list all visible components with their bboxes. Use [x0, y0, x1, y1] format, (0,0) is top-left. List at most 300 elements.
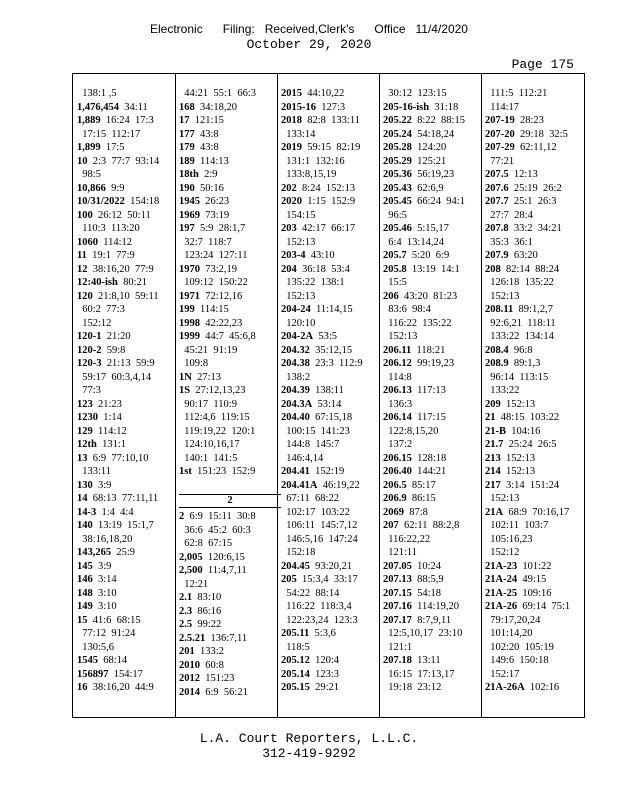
index-entry	[281, 560, 383, 574]
index-term: 208.4	[485, 344, 509, 356]
index-term: 100	[77, 209, 93, 221]
page-line-refs: 96:8	[513, 344, 533, 356]
index-term: 204.41A	[281, 479, 318, 491]
index-continuation	[77, 168, 179, 182]
index-column-3	[281, 87, 383, 695]
index-entry	[77, 546, 179, 560]
index-entry	[179, 155, 281, 169]
index-continuation	[77, 371, 179, 385]
index-term: 204-24	[281, 304, 311, 315]
page-line-refs: 23:3 112:9	[315, 358, 363, 369]
page-line-refs: 16:24 17:3	[105, 115, 154, 126]
page-line-refs: 11:4,7,11	[207, 565, 247, 576]
index-term: 21A-23	[485, 560, 518, 572]
index-term: 2069	[383, 506, 404, 518]
index-term: 205-16-ish	[383, 101, 430, 113]
page-line-refs: 15:5	[388, 277, 407, 288]
page-line-refs: 21:8,10 59:11	[98, 290, 159, 302]
index-entry	[281, 654, 383, 668]
index-continuation	[77, 303, 179, 317]
index-entry	[485, 182, 587, 196]
page-line-refs: 131:1	[102, 439, 127, 450]
index-term: 202	[281, 182, 297, 194]
page-line-refs: 110:3 113:20	[82, 223, 140, 234]
page-line-refs: 62:6,9	[417, 182, 444, 194]
index-continuation	[179, 438, 281, 452]
index-term: 21-B	[485, 425, 506, 437]
index-term: 190	[179, 182, 195, 194]
index-term: 1998	[179, 317, 200, 329]
index-continuation	[179, 425, 281, 439]
page-line-refs: 13:19 15:1,7	[98, 520, 154, 531]
page-line-refs: 149:6 150:18	[490, 655, 549, 666]
page-line-refs: 67:15,18	[315, 412, 353, 423]
page-line-refs: 116:22 118:3,4	[286, 601, 352, 612]
index-continuation	[383, 681, 485, 695]
page-line-refs: 109:8	[184, 358, 209, 369]
page-line-refs: 152:13	[388, 331, 418, 342]
index-term: 204.3A	[281, 398, 313, 410]
page-line-refs: 33:2 34:21	[513, 223, 562, 234]
index-entry	[383, 465, 485, 479]
index-term: 206.40	[383, 466, 412, 477]
page-line-refs: 154:18	[130, 196, 160, 207]
page-line-refs: 152:13	[286, 236, 316, 248]
page-line-refs: 17:5	[105, 142, 125, 153]
index-term: 2.1	[179, 592, 193, 603]
page-line-refs: 133:22	[490, 385, 520, 396]
page-line-refs: 124:10,16,17	[184, 439, 240, 450]
page-line-refs: 34:18,20	[200, 101, 238, 113]
index-term: 209	[485, 398, 501, 410]
page-line-refs: 43:10	[310, 250, 335, 261]
index-term: 199	[179, 304, 195, 315]
index-continuation	[485, 533, 587, 547]
page-line-refs: 122:8,15,20	[388, 425, 439, 437]
index-entry	[281, 182, 383, 196]
index-term: 207.6	[485, 182, 509, 194]
index-term: 204.38	[281, 358, 310, 369]
page-line-refs: 112:4,6 119:15	[184, 412, 250, 423]
index-entry	[77, 141, 179, 155]
index-entry	[485, 425, 587, 439]
index-entry	[485, 560, 587, 574]
index-entry	[77, 182, 179, 196]
page-line-refs: 59:8	[106, 344, 126, 356]
page-line-refs: 136:7,11	[210, 632, 248, 644]
page-line-refs: 3:9	[98, 479, 112, 491]
index-continuation	[281, 492, 383, 506]
page-line-refs: 29:21	[315, 682, 340, 693]
page-line-refs: 26:23	[205, 196, 230, 207]
page-line-refs: 100:15 141:23	[286, 425, 350, 437]
index-term: 205.11	[281, 628, 310, 639]
index-continuation	[383, 276, 485, 290]
index-entry	[485, 600, 587, 614]
index-term: 140	[77, 520, 93, 531]
index-entry	[383, 573, 485, 587]
page-line-refs: 69:14 75:1	[522, 601, 571, 612]
index-entry	[77, 276, 179, 290]
index-term: 205.15	[281, 682, 310, 693]
page-line-refs: 88:5,9	[417, 574, 444, 585]
index-continuation	[179, 249, 281, 263]
index-continuation	[179, 411, 281, 425]
page-line-refs: 2:3 77:7 93:14	[92, 155, 160, 167]
page-line-refs: 25:19 26:2	[513, 182, 562, 194]
index-continuation	[77, 465, 179, 479]
index-term: 206.5	[383, 479, 407, 491]
index-entry	[383, 384, 485, 398]
index-term: 205.29	[383, 155, 412, 167]
index-term: 205.12	[281, 655, 310, 666]
index-continuation	[383, 330, 485, 344]
index-entry	[383, 654, 485, 668]
index-entry	[383, 155, 485, 169]
word-index-frame	[72, 73, 585, 718]
index-entry	[485, 573, 587, 587]
index-entry	[77, 681, 179, 695]
page-line-refs: 45:21 91:19	[184, 344, 238, 356]
index-entry	[77, 654, 179, 668]
index-entry	[383, 411, 485, 425]
page-line-refs: 38:16,20 77:9	[92, 263, 154, 275]
index-term: 207-29	[485, 142, 515, 153]
index-entry	[179, 564, 281, 578]
page-line-refs: 116:22 135:22	[388, 317, 452, 329]
index-continuation	[383, 668, 485, 682]
index-term: 12	[77, 263, 88, 275]
index-entry	[179, 290, 281, 304]
index-term: 205.28	[383, 142, 412, 153]
page-line-refs: 59:17 60:3,4,14	[82, 371, 152, 383]
index-term: 10	[77, 155, 88, 167]
index-continuation	[485, 641, 587, 655]
reporter-phone: 312-419-9292	[262, 746, 356, 761]
page-line-refs: 63:20	[513, 250, 538, 261]
index-term: 204	[281, 263, 297, 275]
index-continuation	[77, 317, 179, 331]
page-line-refs: 131:1 132:16	[286, 155, 345, 167]
index-entry	[485, 681, 587, 695]
page-line-refs: 109:12 150:22	[184, 277, 248, 288]
index-continuation	[281, 209, 383, 223]
index-entry	[281, 357, 383, 371]
index-continuation	[281, 452, 383, 466]
index-term: 204.40	[281, 412, 310, 423]
page-line-refs: 43:20 81:23	[404, 290, 458, 302]
page-line-refs: 54:22 88:14	[286, 587, 340, 599]
page-line-refs: 77:12 91:24	[82, 628, 136, 639]
page-line-refs: 8:22 88:15	[417, 115, 465, 126]
index-term: 179	[179, 142, 195, 153]
index-term: 207.5	[485, 169, 509, 180]
index-continuation	[281, 317, 383, 331]
index-entry	[281, 344, 383, 358]
index-entry	[179, 672, 281, 686]
page-line-refs: 50:16	[200, 182, 224, 194]
page-line-refs: 60:2 77:3	[82, 304, 125, 315]
page-line-refs: 77:21	[490, 155, 515, 167]
index-term: 217	[485, 479, 501, 491]
page-line-refs: 21:23	[98, 398, 122, 410]
page-line-refs: 128:18	[417, 452, 447, 464]
page-line-refs: 101:22	[522, 560, 552, 572]
index-entry	[179, 618, 281, 632]
index-term: 148	[77, 587, 93, 599]
index-continuation	[281, 600, 383, 614]
index-term: 21.7	[485, 439, 504, 450]
index-term: 156897	[77, 668, 109, 680]
page-line-refs: 133:8,15,19	[286, 169, 337, 180]
index-entry	[77, 479, 179, 493]
page-line-refs: 90:17 110:9	[184, 398, 237, 410]
index-term: 204.32	[281, 344, 310, 356]
page-line-refs: 77:3	[82, 385, 101, 396]
index-entry	[383, 344, 485, 358]
page-line-refs: 43:8	[200, 128, 219, 140]
index-continuation	[383, 627, 485, 641]
index-continuation	[383, 303, 485, 317]
index-continuation	[77, 222, 179, 236]
page-line-refs: 152:13	[506, 452, 536, 464]
page-line-refs: 54:18,24	[417, 128, 455, 140]
index-entry	[77, 506, 179, 520]
index-term: 201	[179, 646, 195, 657]
page-line-refs: 62:8 67:15	[184, 538, 233, 549]
page-line-refs: 5:3,6	[314, 628, 336, 639]
index-term: 206.15	[383, 452, 412, 464]
index-entry	[485, 479, 587, 493]
page-line-refs: 114:12	[98, 425, 127, 437]
index-entry	[485, 128, 587, 142]
index-continuation	[485, 87, 587, 101]
index-entry	[77, 236, 179, 250]
index-entry	[77, 600, 179, 614]
page-line-refs: 102:11 103:7	[490, 520, 549, 531]
index-term: 208.11	[485, 304, 514, 315]
page-line-refs: 44:10,22	[307, 88, 345, 99]
index-term: 2015-16	[281, 101, 316, 113]
index-entry	[485, 465, 587, 479]
index-continuation	[281, 587, 383, 601]
index-entry	[179, 371, 281, 385]
page-line-refs: 133:14	[286, 128, 316, 140]
page-line-refs: 125:21	[417, 155, 447, 167]
index-continuation	[281, 276, 383, 290]
index-entry	[383, 519, 485, 533]
page-line-refs: 114:8	[388, 371, 412, 383]
index-entry	[281, 101, 383, 115]
page-line-refs: 73:19	[205, 209, 230, 221]
page-line-refs: 12:5,10,17 23:10	[388, 628, 463, 639]
page-line-refs: 6:9 56:21	[205, 686, 248, 698]
page-line-refs: 152:13	[490, 493, 520, 504]
page-line-refs: 59:15 82:19	[307, 142, 361, 153]
page-line-refs: 6:4 13:14,24	[388, 236, 444, 248]
index-term: 207.8	[485, 223, 509, 234]
index-entry	[281, 263, 383, 277]
index-entry	[485, 398, 587, 412]
page-line-refs: 38:16,18,20	[82, 533, 133, 545]
index-entry	[383, 128, 485, 142]
index-term: 204.39	[281, 385, 310, 396]
page-line-refs: 27:7 28:4	[490, 209, 533, 221]
index-continuation	[179, 87, 281, 101]
index-entry	[281, 114, 383, 128]
index-entry	[383, 101, 485, 115]
index-entry	[281, 411, 383, 425]
page-line-refs: 25:9	[116, 547, 136, 558]
index-continuation	[281, 614, 383, 628]
page-line-refs: 41:6 68:15	[92, 614, 141, 626]
page-line-refs: 123:3	[315, 668, 340, 680]
page-line-refs: 116:22,22	[388, 533, 431, 545]
index-term: 129	[77, 425, 93, 437]
index-entry	[383, 587, 485, 601]
index-continuation	[281, 506, 383, 520]
index-entry	[179, 168, 281, 182]
index-term: 18th	[179, 169, 199, 180]
index-term: 207.15	[383, 587, 412, 599]
index-entry	[281, 668, 383, 682]
index-term: 1999	[179, 331, 200, 342]
index-term: 208.9	[485, 358, 509, 369]
document-date: October 29, 2020	[246, 37, 372, 52]
page-line-refs: 121:11	[388, 547, 418, 558]
page-line-refs: 42:17 66:17	[302, 223, 356, 234]
index-entry	[485, 411, 587, 425]
index-term: 207.9	[485, 250, 509, 261]
index-term: 1N	[179, 371, 192, 383]
index-column-1	[77, 87, 179, 695]
index-entry	[179, 465, 281, 479]
index-term: 21A-26	[485, 601, 518, 612]
index-entry	[281, 195, 383, 209]
index-term: 2,500	[179, 565, 203, 576]
index-continuation	[485, 276, 587, 290]
page-line-refs: 83:10	[197, 592, 222, 603]
index-entry	[179, 384, 281, 398]
page-line-refs: 105:16,23	[490, 533, 533, 545]
index-continuation	[179, 578, 281, 592]
page-line-refs: 96:14 113:15	[490, 371, 549, 383]
page-line-refs: 140:1 141:5	[184, 452, 238, 464]
index-entry	[77, 587, 179, 601]
page-line-refs: 3:10	[98, 587, 117, 599]
index-entry	[485, 168, 587, 182]
page-line-refs: 120:4	[315, 655, 340, 666]
index-continuation	[281, 546, 383, 560]
index-entry	[383, 614, 485, 628]
index-term: 13	[77, 452, 88, 464]
index-entry	[281, 573, 383, 587]
page-line-refs: 101:14,20	[490, 628, 533, 639]
page-line-refs: 68:13 77:11,11	[92, 493, 159, 504]
index-term: 2019	[281, 142, 302, 153]
index-term: 146	[77, 574, 93, 585]
index-term: 206.12	[383, 358, 412, 369]
page-line-refs: 111:5 112:21	[490, 88, 548, 99]
index-entry	[77, 452, 179, 466]
index-term: 207.05	[383, 560, 412, 572]
index-continuation	[179, 398, 281, 412]
index-entry	[281, 384, 383, 398]
page-line-refs: 2:9	[204, 169, 218, 180]
index-continuation	[485, 614, 587, 628]
index-term: 203	[281, 223, 297, 234]
page-line-refs: 26:12 50:11	[98, 209, 151, 221]
index-continuation	[281, 155, 383, 169]
index-term: 1,899	[77, 142, 101, 153]
index-entry	[281, 249, 383, 263]
index-entry	[485, 141, 587, 155]
page-line-refs: 93:20,21	[315, 560, 353, 572]
page-line-refs: 114:17	[490, 101, 520, 113]
page-line-refs: 135:22 138:1	[286, 277, 345, 288]
index-term: 2,005	[179, 551, 203, 563]
page-line-refs: 66:24 94:1	[417, 196, 465, 207]
page-line-refs: 44:7 45:6,8	[205, 331, 256, 342]
index-entry	[281, 465, 383, 479]
index-term: 205	[281, 574, 297, 585]
page-line-refs: 19:18 23:12	[388, 682, 442, 693]
index-continuation	[281, 425, 383, 439]
page-line-refs: 15:3,4 33:17	[302, 574, 358, 585]
index-entry	[485, 438, 587, 452]
page-line-refs: 68:14	[103, 655, 128, 666]
index-entry	[179, 686, 281, 700]
index-continuation	[281, 641, 383, 655]
index-entry	[77, 114, 179, 128]
page-line-refs: 136:3	[388, 398, 413, 410]
page-line-refs: 46:19,22	[322, 479, 360, 491]
page-line-refs: 120:6,15	[207, 551, 245, 563]
index-entry	[281, 479, 383, 493]
index-term: 207	[383, 520, 399, 531]
index-entry	[77, 330, 179, 344]
page-line-refs: 13:19 14:1	[411, 263, 460, 275]
page-line-refs: 3:9	[98, 560, 112, 572]
page-line-refs: 102:20 105:19	[490, 641, 554, 653]
index-continuation	[77, 128, 179, 142]
index-entry	[179, 317, 281, 331]
index-entry	[77, 263, 179, 277]
index-term: 1945	[179, 196, 200, 207]
page-line-refs: 117:13	[417, 385, 446, 396]
index-term: 2018	[281, 115, 302, 126]
index-continuation	[281, 371, 383, 385]
page-line-refs: 102:17 103:22	[286, 506, 350, 518]
index-continuation	[179, 452, 281, 466]
index-column-4	[383, 87, 485, 695]
page-line-refs: 27:12,13,23	[195, 385, 246, 396]
index-entry	[281, 222, 383, 236]
index-term: 204.41	[281, 466, 310, 477]
index-continuation	[485, 290, 587, 304]
page-line-refs: 151:23	[205, 673, 235, 684]
page-line-refs: 109:16	[522, 587, 552, 599]
index-entry	[77, 411, 179, 425]
index-continuation	[485, 317, 587, 331]
index-term: 1S	[179, 385, 191, 396]
index-entry	[383, 506, 485, 520]
index-entry	[383, 168, 485, 182]
index-term: 2010	[179, 659, 200, 671]
page-line-refs: 138:1 ,5	[82, 88, 117, 99]
index-term: 207-19	[485, 115, 515, 126]
index-term: 1969	[179, 209, 200, 221]
